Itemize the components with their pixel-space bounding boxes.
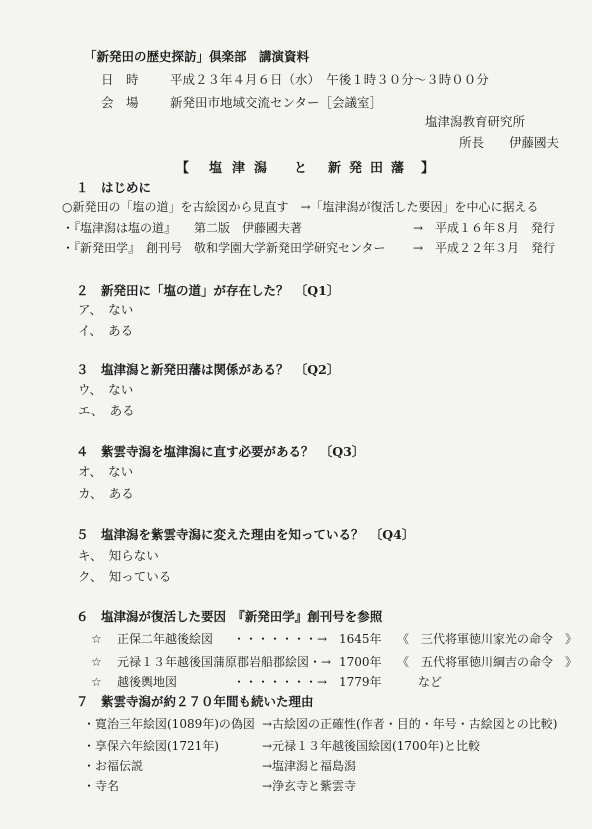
section-1-line-2-right: → 平成１６年８月 発行 xyxy=(413,221,556,235)
reason-right: →元禄１３年越後国絵図(1700年)と比較 xyxy=(262,739,480,753)
date-label: 日 時 xyxy=(101,72,139,87)
section-1-line-3-left: ・『新発田学』 創刊号 敬和学園大学新発田学研究センター xyxy=(62,241,386,255)
venue-value: 新発田市地域交流センター［会議室］ xyxy=(170,95,383,110)
section-5-option-a: キ、 知らない xyxy=(78,548,159,563)
section-3-option-b: エ、 ある xyxy=(78,403,135,418)
map-note: など xyxy=(418,675,443,689)
section-4-option-b: カ、 ある xyxy=(78,486,134,501)
section-4-option-a: オ、 ない xyxy=(78,464,134,479)
section-1-line-2-left: ・『塩津潟は塩の道』 第二版 伊藤國夫著 xyxy=(62,221,303,235)
star-icon: ☆ xyxy=(91,655,102,669)
map-dots: ・・・・・・・→ xyxy=(233,675,328,689)
title-char: 田 xyxy=(370,161,384,176)
title-char: 津 xyxy=(232,161,246,176)
title-char: 潟 xyxy=(254,161,268,176)
organization: 塩津潟教育研究所 xyxy=(425,114,526,129)
map-year: 1779年 xyxy=(339,675,382,689)
section-3-option-a: ウ、 ない xyxy=(78,382,134,397)
reason-left: ・寛治三年絵図(1089年)の偽図 xyxy=(83,717,255,731)
section-5-option-b: ク、 知っている xyxy=(78,569,172,584)
section-6-heading: ６ 塩津潟が復活した要因 『新発田学』創刊号を参照 xyxy=(76,609,383,624)
document-title xyxy=(0,157,592,177)
map-name: 越後輿地図 xyxy=(117,675,178,689)
title-char: 発 xyxy=(349,161,363,176)
date-value: 平成２３年４月６日（水） 午後１時３０分～３時００分 xyxy=(170,72,489,87)
title-bracket-open: 【 xyxy=(176,161,190,176)
section-7-heading: ７ 紫雲寺潟が約２７０年間も続いた理由 xyxy=(76,694,314,709)
author: 所長 伊藤國夫 xyxy=(459,135,560,150)
section-1-line-3-right: → 平成２２年３月 発行 xyxy=(413,241,556,255)
section-1-line-1: ○新発田の「塩の道」を古絵図から見直す →「塩津潟が復活した要因」を中心に据える xyxy=(62,200,539,214)
club-title: 「新発田の歴史探訪」倶楽部 講演資料 xyxy=(84,49,310,64)
map-year: 1645年 xyxy=(339,632,382,646)
reason-right: →浄玄寺と紫雲寺 xyxy=(262,779,357,793)
title-char: と xyxy=(294,161,308,176)
reason-left: ・寺名 xyxy=(83,779,120,793)
section-2-option-b: イ、 ある xyxy=(78,323,134,338)
map-dots: ・・・・・・・→ xyxy=(233,632,328,646)
section-5-heading: ５ 塩津潟を紫雲寺潟に変えた理由を知っている？ 〔Q4〕 xyxy=(76,527,415,542)
map-note: 《 五代将軍徳川綱吉の命令 》 xyxy=(397,655,578,669)
section-2-heading: ２ 新発田に「塩の道」が存在した？ 〔Q1〕 xyxy=(76,283,340,298)
star-icon: ☆ xyxy=(91,675,102,689)
title-char: 塩 xyxy=(209,161,223,176)
map-name: 正保二年越後絵図 xyxy=(117,632,214,646)
reason-left: ・お福伝説 xyxy=(83,759,144,773)
section-4-heading: ４ 紫雲寺潟を塩津潟に直す必要がある？ 〔Q3〕 xyxy=(76,444,365,459)
venue-label: 会 場 xyxy=(101,95,139,110)
title-bracket-close: 】 xyxy=(421,161,435,176)
reason-right: →塩津潟と福島潟 xyxy=(262,759,357,773)
section-1-heading: １ はじめに xyxy=(76,180,152,195)
section-2-option-a: ア、 ない xyxy=(78,302,134,317)
map-note: 《 三代将軍徳川家光の命令 》 xyxy=(397,632,578,646)
map-year: 1700年 xyxy=(339,655,382,669)
title-char: 新 xyxy=(328,161,342,176)
star-icon: ☆ xyxy=(91,632,102,646)
map-name: 元禄１３年越後国蒲原郡岩船郡絵図・→ xyxy=(117,655,332,669)
title-char: 藩 xyxy=(391,161,405,176)
reason-right: →古絵図の正確性(作者・目的・年号・古絵図との比較) xyxy=(262,717,558,731)
reason-left: ・享保六年絵図(1721年) xyxy=(83,739,219,753)
section-3-heading: ３ 塩津潟と新発田藩は関係がある？ 〔Q2〕 xyxy=(76,362,340,377)
